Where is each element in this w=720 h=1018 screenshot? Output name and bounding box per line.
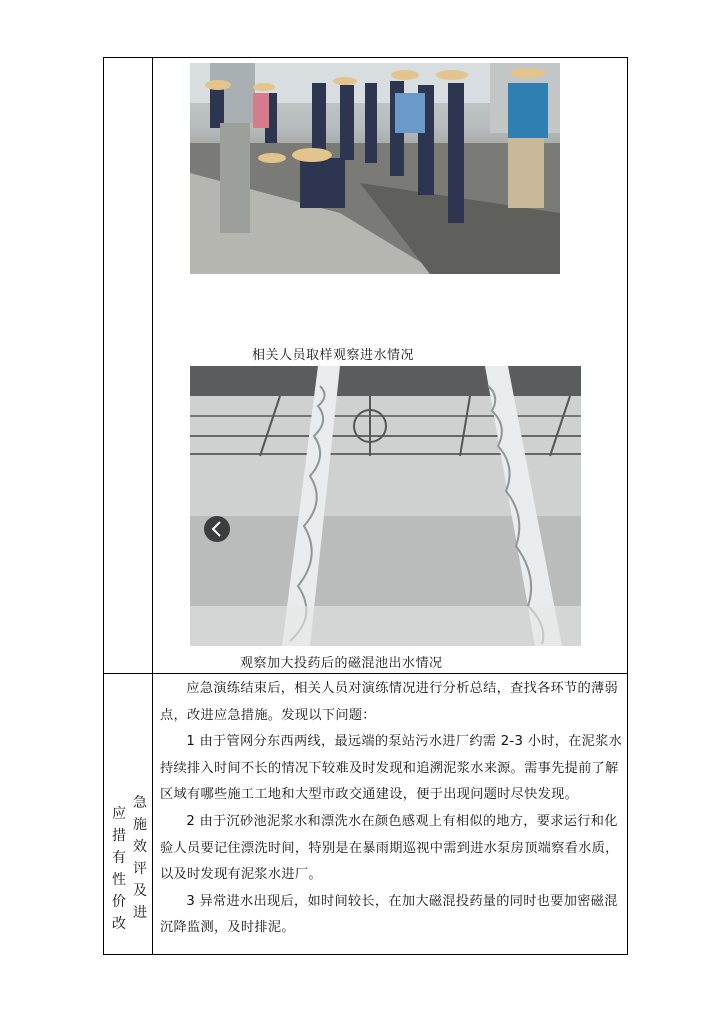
label-char: 改 [112, 916, 126, 932]
label-char: 应 [112, 806, 126, 822]
label-char: 措 [112, 828, 126, 844]
label-char: 急 [133, 795, 147, 811]
column-divider [152, 58, 153, 954]
summary-paragraph: 应急演练结束后，相关人员对演练情况进行分析总结，查找各环节的薄弱点，改进应急措施。发现以下问题： [160, 681, 618, 723]
label-char: 价 [112, 894, 126, 910]
sampling-photo-graphic [190, 63, 560, 274]
issue-paragraph-3: 3 异常进水出现后，如时间较长，在加大磁混投药量的同时也要加密磁混沉降监测，及时排泥。 [160, 893, 618, 936]
label-char: 评 [133, 861, 147, 877]
clarifier-outflow-graphic [190, 366, 581, 646]
label-char: 性 [112, 872, 126, 888]
evaluation-text [160, 676, 624, 942]
clarifier-outflow-caption: 观察加大投药后的磁混池出水情况 [240, 656, 443, 671]
label-char: 及 [133, 883, 147, 899]
label-char: 施 [133, 817, 147, 833]
issue-paragraph-1: 1 由于管网分东西两线，最远端的泵站污水进厂约需 2-3 小时，在泥浆水持续排入时间不长的情况下较难及时发现和追溯泥浆水来源。需事先提前了解区域有哪些施工工地和大型市政交通建设，便于出现问题时尽快发现。 [160, 734, 623, 803]
row-label-column-b [130, 792, 150, 924]
row-label-column-a [109, 803, 129, 935]
row-divider [104, 673, 627, 674]
label-char: 效 [133, 839, 147, 855]
issue-paragraph-2: 2 由于沉砂池泥浆水和漂洗水在颜色感观上有相似的地方，要求运行和化验人员要记住漂洗时间，特别是在暴雨期巡视中需到进水泵房顶端察看水质，以及时发现有泥浆水进厂。 [160, 813, 619, 883]
label-char: 有 [112, 850, 126, 866]
sampling-photo [190, 63, 560, 274]
sampling-photo-caption: 相关人员取样观察进水情况 [252, 348, 415, 363]
report-table [103, 57, 628, 955]
clarifier-outflow-photo [190, 366, 581, 646]
label-char: 进 [133, 905, 147, 921]
